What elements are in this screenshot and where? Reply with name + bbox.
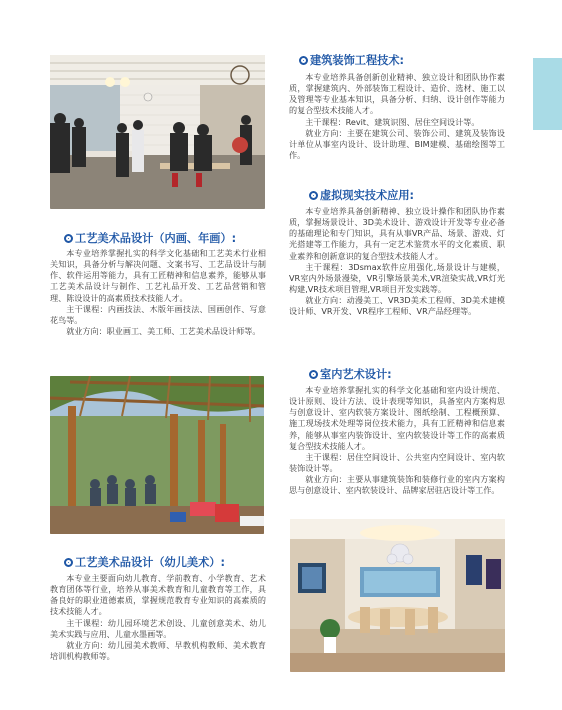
paragraph: 主干课程：幼儿园环境艺术创设、儿童创意美术、幼儿美术实践与应用、儿童水墨画等。	[50, 617, 266, 639]
paragraph: 本专业培养具备创新精神、独立设计操作和团队协作素质，掌握场景设计、3D美术设计、游戏设计开发等专业必备的基础理论和专门知识，具有从事VR产品、场景、游戏、灯光搭建等工作能力，具有一定艺术鉴赏水平的文化素质、职业素养和创新意识的复合型技术技能人才。	[289, 206, 505, 261]
paragraph: 本专业培养掌握扎实的科学文化基础和室内设计规范、设计原则、设计方法、设计表现等知识，具备室内方案构思与创意设计、室内软装方案设计、图纸绘制、工程概预算、施工现场技术处理等岗位技术能力，具有工匠精神和信息素养，能够从事室内装饰设计、室内软装设计等工作的高素质复合型技术技能人才。	[289, 385, 505, 451]
paragraph: 本专业培养掌握扎实的科学文化基础和工艺美术行业相关知识，具备分析与解决问题、文案书写、工艺品设计与制作、软件运用等能力，具有工匠精神和信息素养，能够从事工艺美术品设计与制作、工艺礼品开发、工艺品营销和管理、陈设设计的高素质技术技能人才。	[50, 248, 266, 303]
heading-building-decoration: 建筑装饰工程技术:	[299, 52, 404, 68]
paragraph: 就业方向：动漫美工、VR3D美术工程师、3D美术建模设计师、VR开发、VR程序工程师、VR产品经理等。	[289, 295, 505, 317]
heading-arts-children: 工艺美术品设计（幼儿美术）:	[64, 554, 225, 570]
classroom-photo	[50, 55, 265, 209]
paragraph: 主干课程：内画技法、木版年画技法、国画创作、写意花鸟等。	[50, 303, 266, 325]
heading-vr-application: 虚拟现实技术应用:	[309, 187, 414, 203]
paragraph: 就业方向：职业画工、美工师、工艺美术品设计师等。	[66, 326, 261, 337]
bullet-circle-icon	[64, 234, 73, 243]
bullet-circle-icon	[309, 370, 318, 379]
section-body-arts-painting	[50, 248, 266, 337]
bullet-circle-icon	[64, 558, 73, 567]
bullet-circle-icon	[309, 191, 318, 200]
heading-arts-painting: 工艺美术品设计（内画、年画）:	[64, 230, 236, 246]
pergola-photo	[50, 376, 264, 534]
paragraph: 本专业培养具备创新创业精神、独立设计和团队协作素质，掌握建筑内、外部装饰工程设计、造价、选材、施工以及管理等专业基本知识，具备分析、归纳、设计创作等能力的复合型技术技能人才。	[289, 72, 505, 116]
accent-bar	[533, 58, 562, 130]
dining-room-photo	[290, 519, 505, 672]
paragraph: 主干课程：3Dsmax软件应用强化,场景设计与建模，VR室内外场景漫染，VR引擎场景美术,VR渲染实战,VR灯光构建,VR技术项目管理,VR项目开发实践等。	[289, 261, 505, 295]
paragraph: 就业方向：主要在建筑公司、装饰公司、建筑及装饰设计单位从事室内设计、设计助理、BIM建模、基础绘图等工作。	[289, 127, 505, 161]
section-body-vr-application	[289, 206, 505, 318]
section-body-interior-art	[289, 385, 505, 497]
paragraph: 就业方向：幼儿园美术教师、早教机构教师、美术教育培训机构教师等。	[50, 639, 266, 662]
paragraph: 主干课程：居住空间设计、公共室内空间设计、室内软装饰设计等。	[289, 451, 505, 474]
heading-interior-art: 室内艺术设计:	[309, 366, 392, 382]
section-body-arts-children	[50, 573, 266, 662]
paragraph: 本专业主要面向幼儿教育、学前教育、小学教育、艺术教育团体等行业，培养从事美术教育和儿童教育等工作，具备良好的职业道德素质，掌握规范教育专业知识的高素质的技术技能人才。	[50, 573, 266, 617]
paragraph: 就业方向：主要从事建筑装饰和装修行业的室内方案构思与创意设计、室内软装设计、品牌家居驻店设计等工作。	[289, 474, 505, 496]
paragraph: 主干课程：Revit、建筑识图、居住空间设计等。	[305, 116, 480, 127]
bullet-circle-icon	[299, 56, 308, 65]
section-body-building-decoration	[289, 72, 505, 161]
